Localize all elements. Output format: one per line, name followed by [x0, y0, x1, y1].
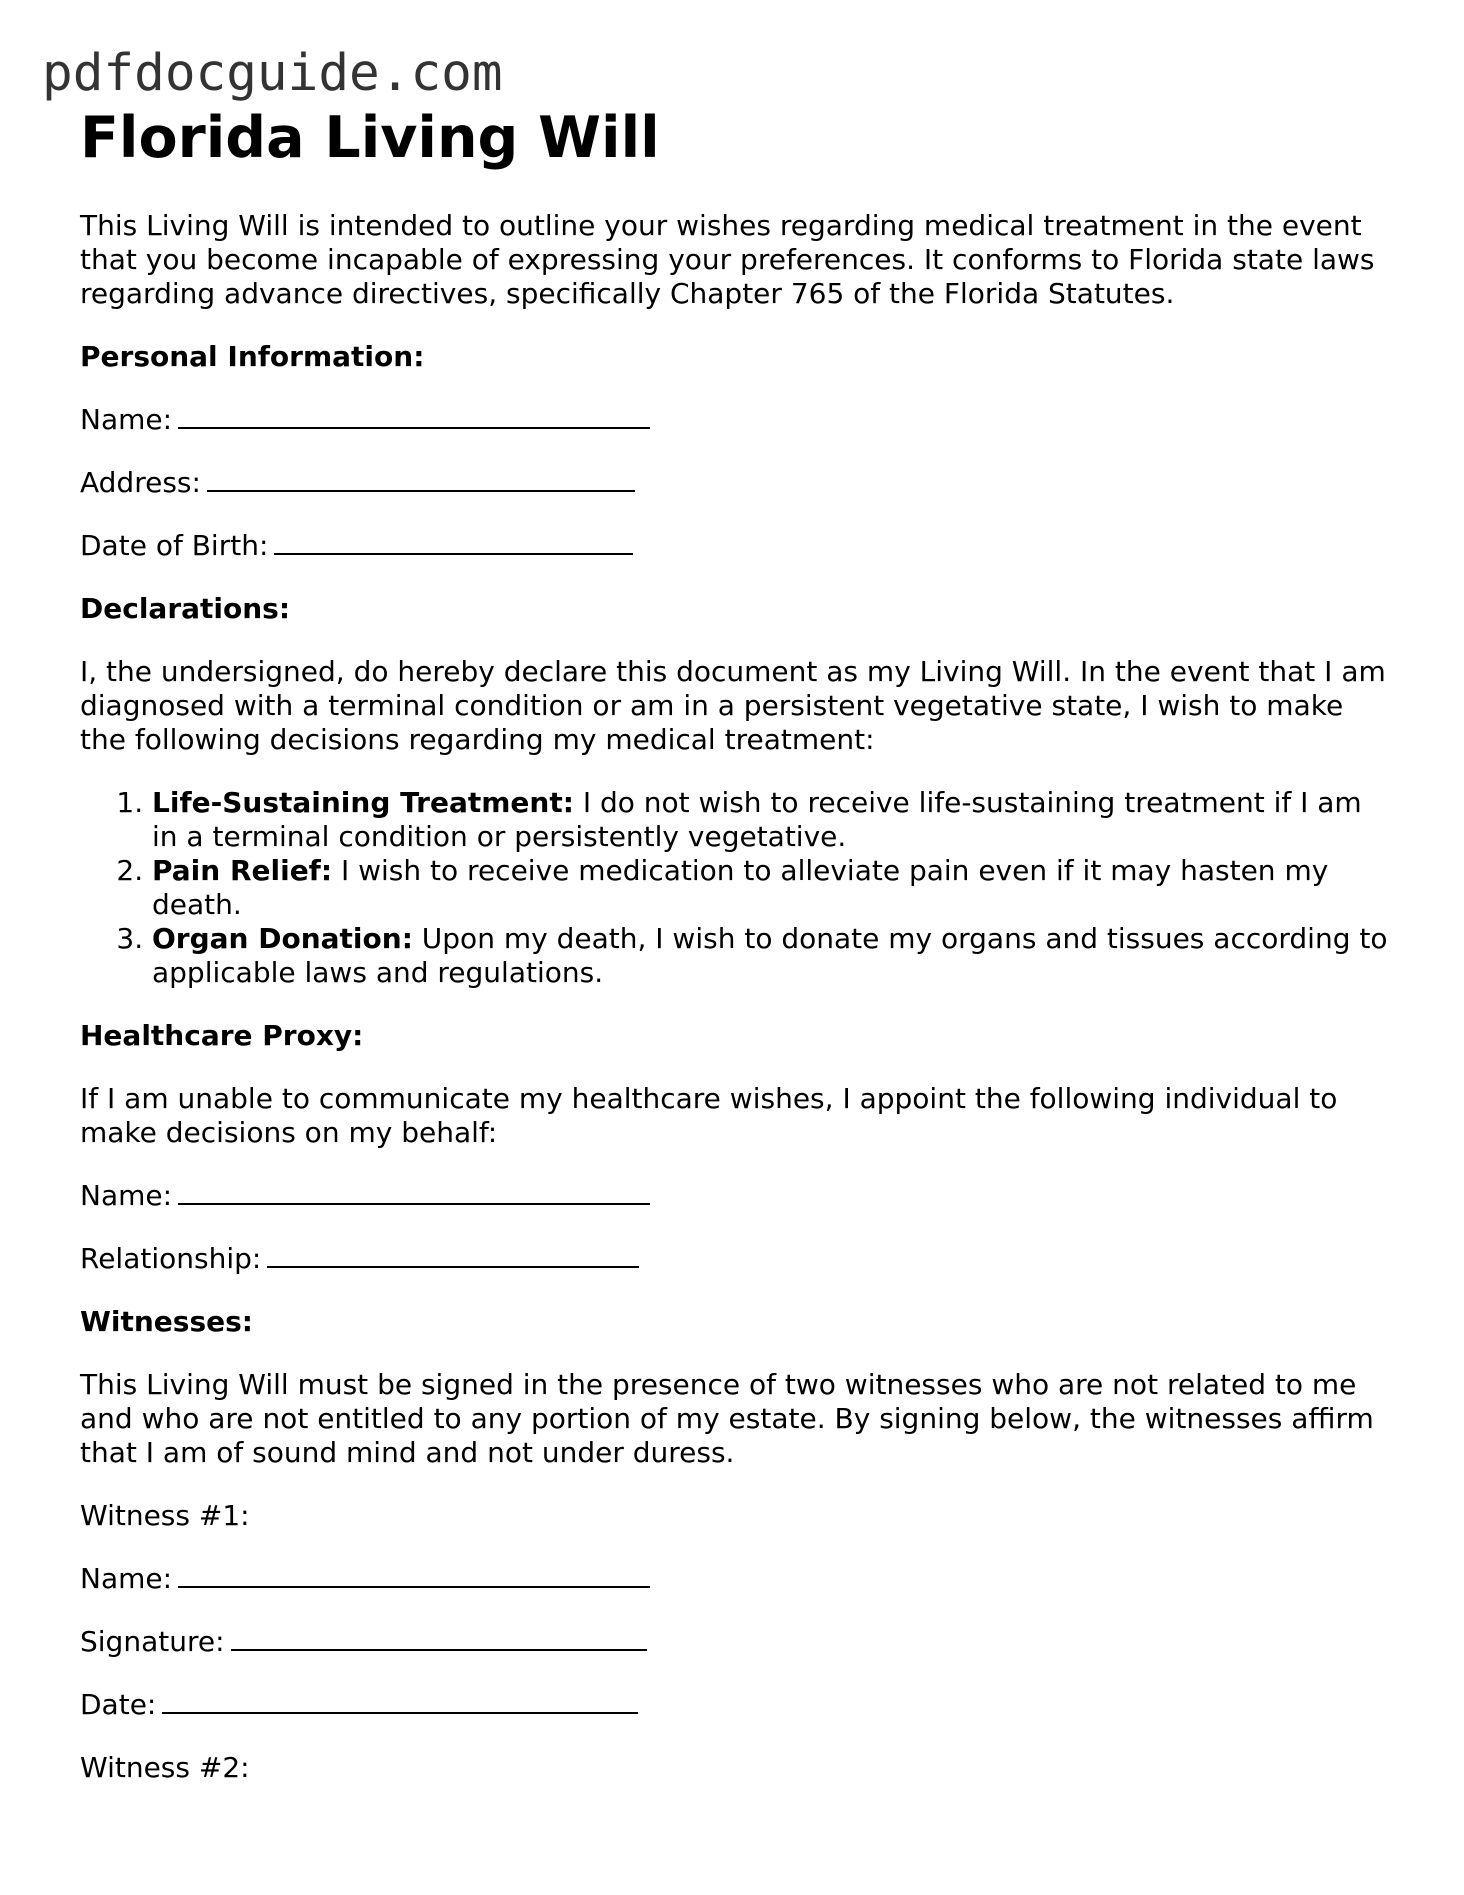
- personal-information-heading: Personal Information:: [80, 340, 425, 373]
- healthcare-proxy-paragraph: If I am unable to communicate my healthcare wishes, I appoint the following individual to make decisions on my behalf:: [80, 1082, 1338, 1149]
- document-body: [80, 209, 1390, 1814]
- witness-1-name-blank[interactable]: [178, 1562, 650, 1588]
- healthcare-proxy-heading: Healthcare Proxy:: [80, 1019, 364, 1052]
- witnesses-heading: Witnesses:: [80, 1305, 253, 1338]
- declarations-paragraph: I, the undersigned, do hereby declare this document as my Living Will. In the event that I am diagnosed with a terminal condition or am in a persistent vegetative state, I wish to make the following decisions regarding my medical treatment:: [80, 655, 1386, 756]
- proxy-relationship-field: [80, 1242, 1390, 1276]
- personal-dob-blank[interactable]: [274, 529, 633, 555]
- witness-1-date-field: [80, 1688, 1390, 1722]
- list-item-text: Upon my death, I wish to donate my organs and tissues according to applicable laws and regulations.: [152, 922, 1388, 989]
- personal-address-blank[interactable]: [207, 466, 635, 492]
- list-item-term: Pain Relief:: [152, 854, 333, 887]
- list-item-text: I wish to receive medication to alleviate pain even if it may hasten my death.: [152, 854, 1329, 921]
- watermark: pdfdocguide.com: [42, 44, 503, 103]
- witness-1-label: Witness #1:: [80, 1499, 250, 1532]
- proxy-name-blank[interactable]: [178, 1179, 650, 1205]
- witness-2-label: Witness #2:: [80, 1751, 250, 1784]
- personal-address-label: Address:: [80, 466, 201, 499]
- witness-1-signature-label: Signature:: [80, 1625, 225, 1658]
- personal-name-blank[interactable]: [178, 403, 650, 429]
- intro-paragraph: This Living Will is intended to outline your wishes regarding medical treatment in the event that you become incapable of expressing your preferences. It conforms to Florida state laws regarding advance directives, specifically Chapter 765 of the Florida Statutes.: [80, 209, 1375, 310]
- declarations-heading: Declarations:: [80, 592, 291, 625]
- witness-1-signature-blank[interactable]: [231, 1625, 647, 1651]
- personal-address-field: [80, 466, 1390, 500]
- proxy-relationship-blank[interactable]: [267, 1242, 639, 1268]
- personal-dob-field: [80, 529, 1390, 563]
- proxy-name-label: Name:: [80, 1179, 173, 1212]
- proxy-name-field: [80, 1179, 1390, 1213]
- document-title: Florida Living Will: [80, 105, 660, 171]
- list-item-text: I do not wish to receive life-sustaining treatment if I am in a terminal condition or persistently vegetative.: [152, 786, 1362, 853]
- witness-1-name-field: [80, 1562, 1390, 1596]
- witness-1-date-label: Date:: [80, 1688, 157, 1721]
- list-item: [152, 786, 1390, 854]
- proxy-relationship-label: Relationship:: [80, 1242, 262, 1275]
- declarations-list: [80, 786, 1390, 990]
- witness-1-signature-field: [80, 1625, 1390, 1659]
- personal-name-label: Name:: [80, 403, 173, 436]
- list-item-term: Organ Donation:: [152, 922, 413, 955]
- list-item: [152, 854, 1390, 922]
- personal-dob-label: Date of Birth:: [80, 529, 269, 562]
- personal-name-field: [80, 403, 1390, 437]
- witness-1-name-label: Name:: [80, 1562, 173, 1595]
- witness-1-date-blank[interactable]: [162, 1688, 638, 1714]
- witnesses-paragraph: This Living Will must be signed in the presence of two witnesses who are not related to me and who are not entitled to any portion of my estate. By signing below, the witnesses affirm that I am of sound mind and not under duress.: [80, 1368, 1374, 1469]
- list-item-term: Life-Sustaining Treatment:: [152, 786, 574, 819]
- list-item: [152, 922, 1390, 990]
